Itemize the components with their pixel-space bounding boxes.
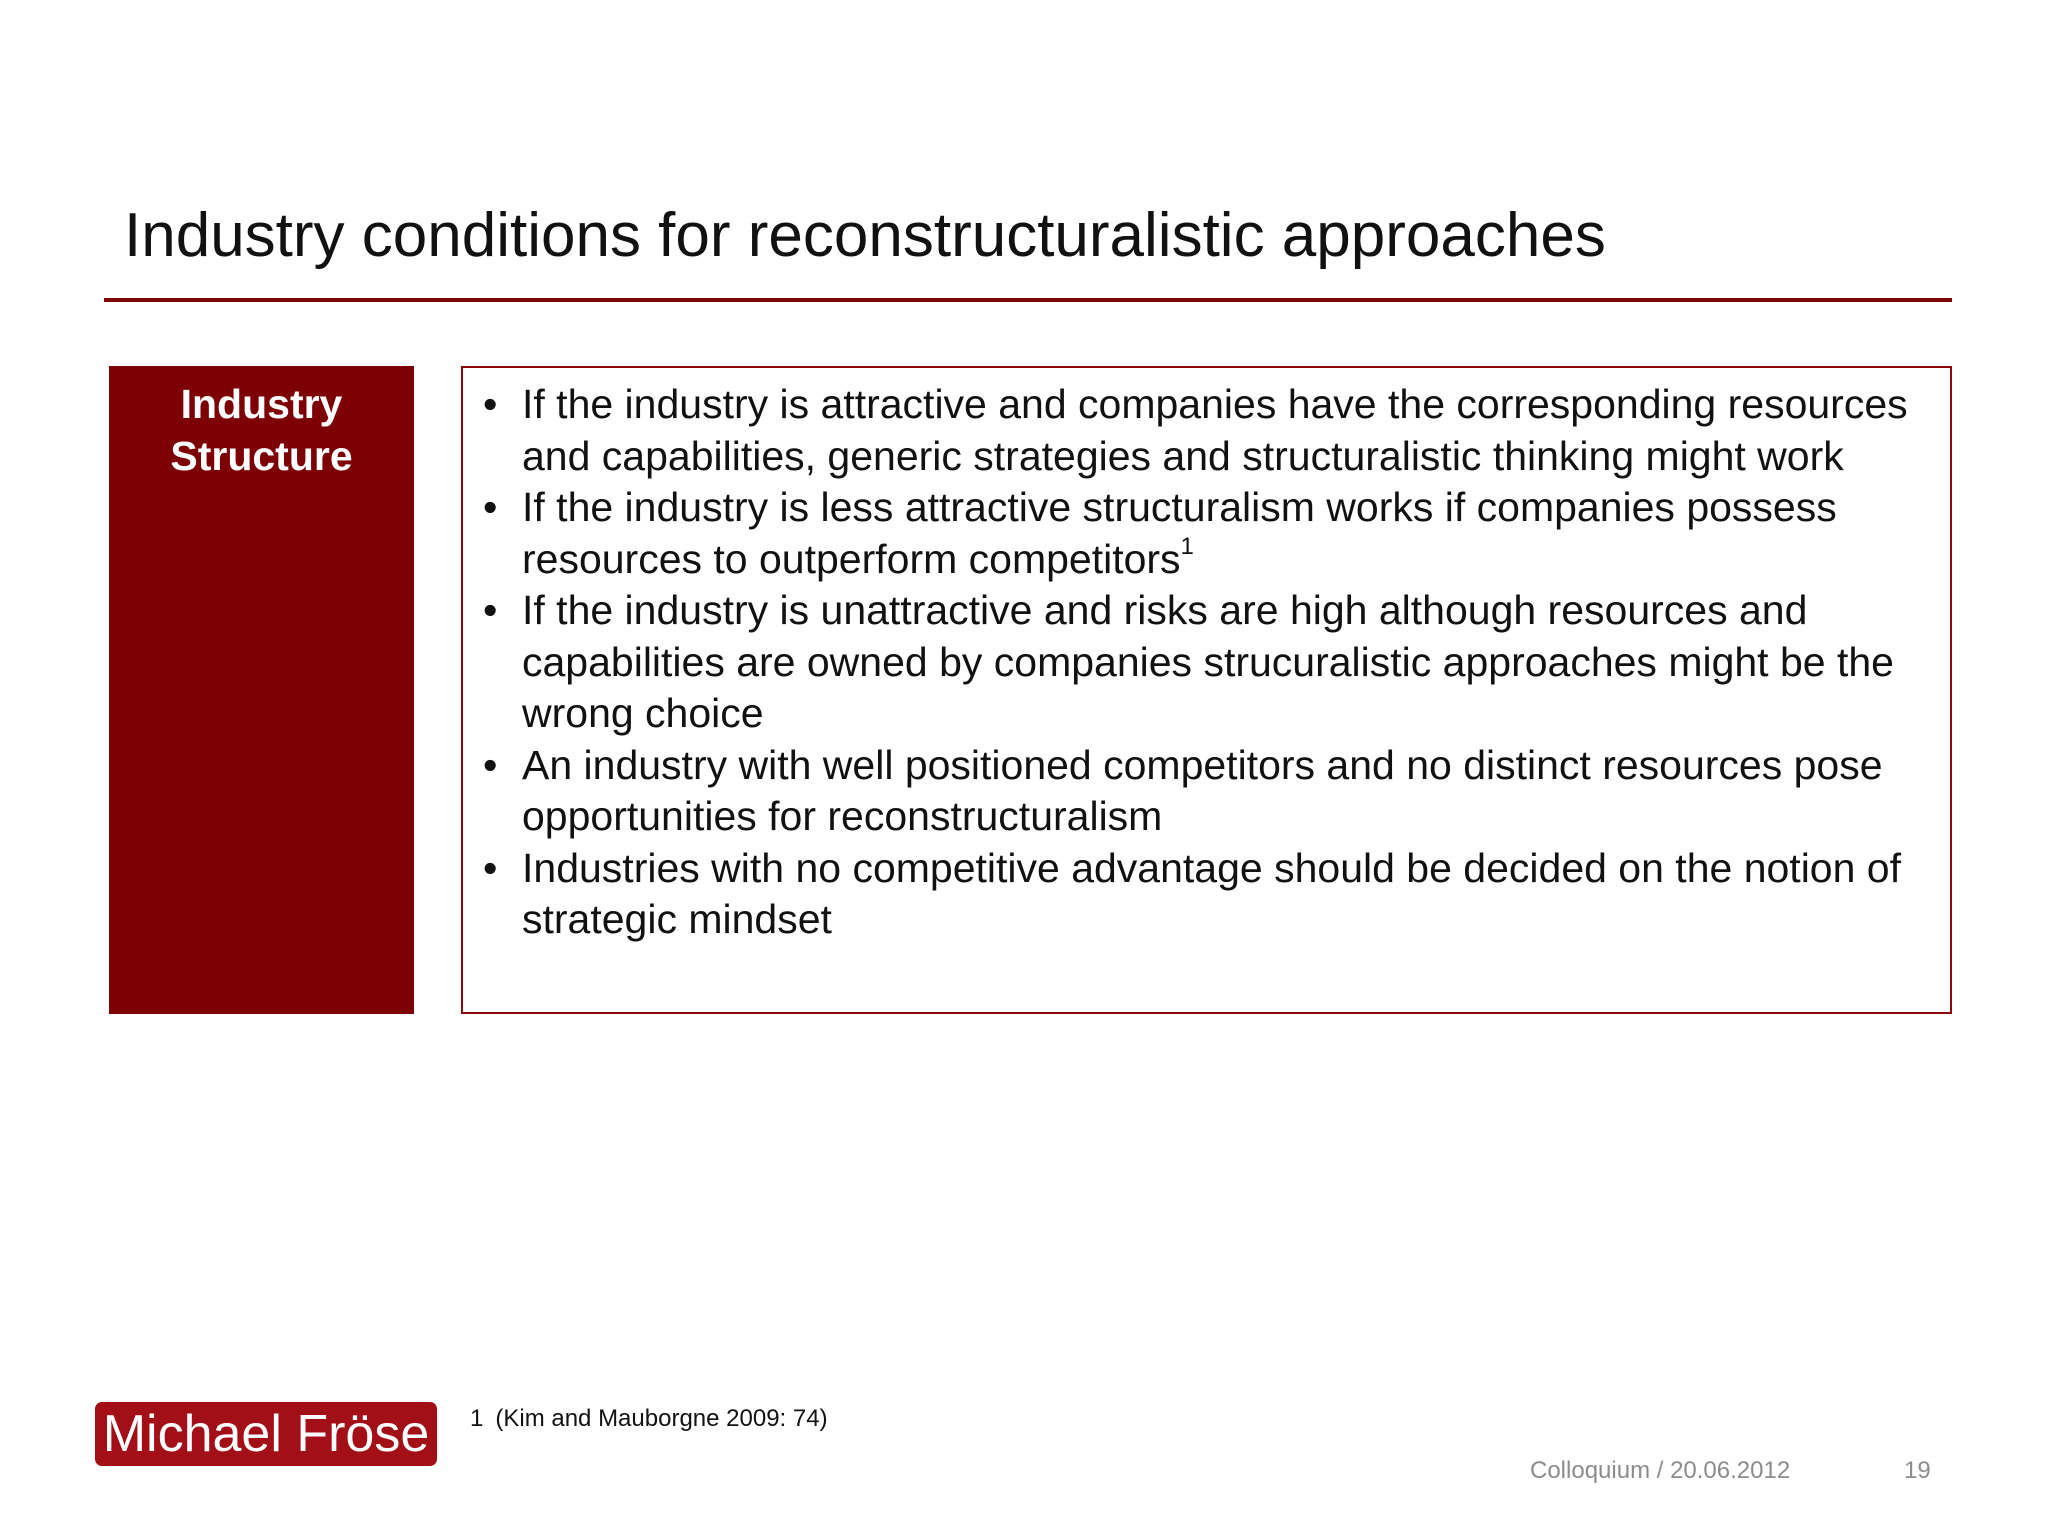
- bullet-item-5: [463, 843, 1950, 946]
- bullet-text-5: Industries with no competitive advantage should be decided on the notion of strategic mindset: [522, 844, 1901, 942]
- conditions-bullet-list: [463, 379, 1950, 946]
- bullet-icon: •: [483, 381, 498, 427]
- footer-event-date: Colloquium / 20.06.2012: [1530, 1457, 1791, 1484]
- label-line-1: Industry: [180, 381, 343, 427]
- footnote-text: (Kim and Mauborgne 2009: 74): [495, 1405, 828, 1432]
- bullet-icon: •: [483, 587, 498, 633]
- title-divider: [104, 298, 1952, 302]
- page-number: 19: [1904, 1457, 1931, 1484]
- bullet-text-3: If the industry is unattractive and risks are high although resources and capabilities are owned by companies strucuralistic approaches might be the wrong choice: [522, 587, 1894, 736]
- bullet-item-4: [463, 740, 1950, 843]
- bullet-icon: •: [483, 484, 498, 530]
- bullet-icon: •: [483, 844, 498, 891]
- bullet-text-1: If the industry is attractive and companies have the corresponding resources and capabilities, generic strategies and structuralistic thinking might work: [522, 381, 1908, 479]
- slide-title: Industry conditions for reconstructuralistic approaches: [124, 201, 1606, 270]
- bullet-icon: •: [483, 741, 498, 788]
- industry-structure-label-box: [109, 366, 414, 1014]
- bullet-item-2: [463, 482, 1950, 585]
- footnote: [470, 1404, 828, 1434]
- label-line-2: Structure: [170, 433, 353, 479]
- footnote-reference: 1: [1180, 532, 1194, 560]
- bullet-text-2: If the industry is less attractive structuralism works if companies possess resources to outperform competitors: [522, 484, 1837, 582]
- conditions-content-box: [461, 366, 1952, 1014]
- author-badge: Michael Fröse: [95, 1402, 437, 1466]
- bullet-item-1: [463, 379, 1950, 482]
- footnote-number: 1: [470, 1405, 484, 1432]
- bullet-item-3: [463, 585, 1950, 740]
- bullet-text-4: An industry with well positioned competitors and no distinct resources pose opportunities for reconstructuralism: [522, 741, 1883, 839]
